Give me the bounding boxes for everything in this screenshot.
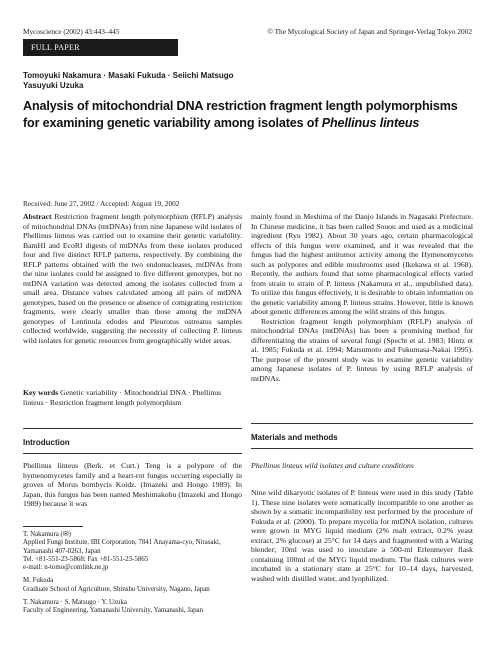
title-line-2 <box>23 115 478 132</box>
divider-intro-top <box>23 428 242 429</box>
introduction-continued <box>251 212 473 383</box>
intro-paragraph-1: mainly found in Meshima of the Danjo Islands in Nagasaki Prefecture. In Chinese medicine, it has been called Souou and used as a medicinal ingredient (Ryu 1982). About 30 years ago, certain pharmacological effects of this fungus were examined, and it was revealed that the fungus had the highest antitumor activity among the Hymenomycetes such as polypores and edible mushrooms used (Ikekawa et al. 1968). Recently, the authors found that some pharmacological effects varied from strain to strain of P. linteus (Nakamura et al., unpublished data). To utilize this fungus effectively, it is desirable to obtain information on the genetic variability among P. linteus strains. However, little is known about genetic differences among the wild strains of this fungus. <box>251 212 473 316</box>
footnote-rule <box>23 526 83 527</box>
introduction-body <box>23 461 242 509</box>
footnote-line: T. Nakamura (✉) <box>23 531 71 538</box>
keywords-heading: Key words <box>23 388 59 397</box>
methods-paragraph: Nine wild dikaryotic isolates of P. linteus were used in this study (Table 1). These nine isolates were somatically incompatible to one another as shown by a somatic incompatibility test performed by the procedure of Fukuda et al. (2000). To prepare mycelia for mtDNA isolation, cultures were grown in MYG liquid medium (2% malt extract, 0.2% yeast extract, 2% glucose) at 25°C for 14 days and fragmented with a Waring blender; 10ml was used to inoculate a 500-ml Erlenmeyer flask containing 100ml of the MYG liquid medium. The flask cultures were incubated in a stationary state at 25°C for 10–14 days, harvested, washed with distilled water, and lyophilized. <box>251 488 473 583</box>
footnote-line: e-mail: n-tomo@comlink.ne.jp <box>23 564 109 572</box>
keywords-body: Genetic variability · Mitochondrial DNA · Phellinus linteus · Restriction fragment length polymorphism <box>23 388 222 407</box>
footnote-line: Graduate School of Agriculture, Shinshu University, Nagano, Japan <box>23 585 210 593</box>
author-line-2: Yasuyuki Uzuka <box>23 81 84 90</box>
running-header-right: © The Mycological Society of Japan and Springer-Verlag Tokyo 2002 <box>267 27 472 36</box>
divider-methods-bottom <box>251 448 473 449</box>
received-dates: Received: June 27, 2002 / Accepted: August 19, 2002 <box>23 199 180 208</box>
footnote-line: T. Nakamura · S. Matsugo · Y. Uzuka <box>23 599 127 607</box>
author-list <box>23 71 323 91</box>
divider-intro-bottom <box>23 453 242 454</box>
keywords <box>23 388 242 407</box>
article-title <box>23 98 478 131</box>
methods-subheading-block <box>251 461 473 471</box>
footnote-line: Faculty of Engineering, Yamanashi University, Yamanashi, Japan <box>23 607 204 615</box>
abstract-heading: Abstract <box>23 212 52 221</box>
author-footnote <box>23 531 242 616</box>
article-type-banner: FULL PAPER <box>23 39 178 56</box>
running-header-left: Mycoscience (2002) 43:443–445 <box>23 27 120 36</box>
introduction-paragraph: Phellinus linteus (Berk. et Curt.) Teng is a polypore of the hymenomycetes family and a heart-rot fungus occurring especially in groves of Morus bombycis Koidz. (Imazeki and Hongo 1989). In Japan, this fungus has been named Meshimakobu (Imazeki and Hongo 1989) because it was <box>23 461 242 508</box>
divider-methods-top <box>251 423 473 424</box>
author-line-1: Tomoyuki Nakamura · Masaki Fukuda · Seiichi Matsugo <box>23 71 234 80</box>
title-line-1: Analysis of mitochondrial DNA restriction fragment length polymorphisms <box>23 99 458 113</box>
abstract-body: Restriction fragment length polymorphism (RFLP) analysis of mitochondrial DNAs (mtDNAs) from nine Japanese wild isolates of Phellinus linteus was carried out to examine their genetic variability. BamHI and EcoRI digests of mtDNAs from these isolates produced four and five distinct RFLP patterns, respectively. By combining the RFLP patterns obtained with the two endonucleases, mtDNAs from the nine isolates could be assigned to five different genotypes, but no mtDNA variation was detected among the isolates collected from a small area. Distance values calculated among all pairs of mtDNA genotypes, based on the presence or absence of comigrating restriction fragments, were clearly smaller than those among the mtDNA genotypes of Lentinula edodes and Pleurotus ostreatus samples collected worldwide, suggesting the necessity of collecting P. linteus wild isolates for genetic resources from geographically wider areas. <box>23 212 242 345</box>
introduction-heading: Introduction <box>23 438 70 447</box>
footnote-line: Tel. +81-551-23-5868; Fax +81-551-23-5865 <box>23 555 149 563</box>
methods-body <box>251 488 473 583</box>
methods-subheading: Phellinus linteus wild isolates and culture conditions <box>251 461 414 470</box>
title-species-name: Phellinus linteus <box>321 115 420 130</box>
title-line-2-text: for examining genetic variability among isolates of <box>23 115 319 130</box>
abstract <box>23 212 242 345</box>
footnote-line: Applied Fungi Institute, IBI Corporation, 7841 Anayama-cyo, Nirasaki, Yamanashi 407-0263, Japan <box>23 539 221 555</box>
intro-paragraph-2: Restriction fragment length polymorphism (RFLP) analysis of mitochondrial DNAs (mtDNAs) has been a promising method for differentiating the strains of several fungi (Specht et al. 1983; Hintz et al. 1985; Fukuda et al. 1994; Matsumoto and Fukumasa-Nakai 1995). The purpose of the present study was to examine genetic variability among Japanese isolates of P. linteus by using RFLP analysis of mtDNAs. <box>251 316 473 383</box>
methods-heading: Materials and methods <box>251 433 338 442</box>
footnote-line: M. Fukuda <box>23 577 54 585</box>
